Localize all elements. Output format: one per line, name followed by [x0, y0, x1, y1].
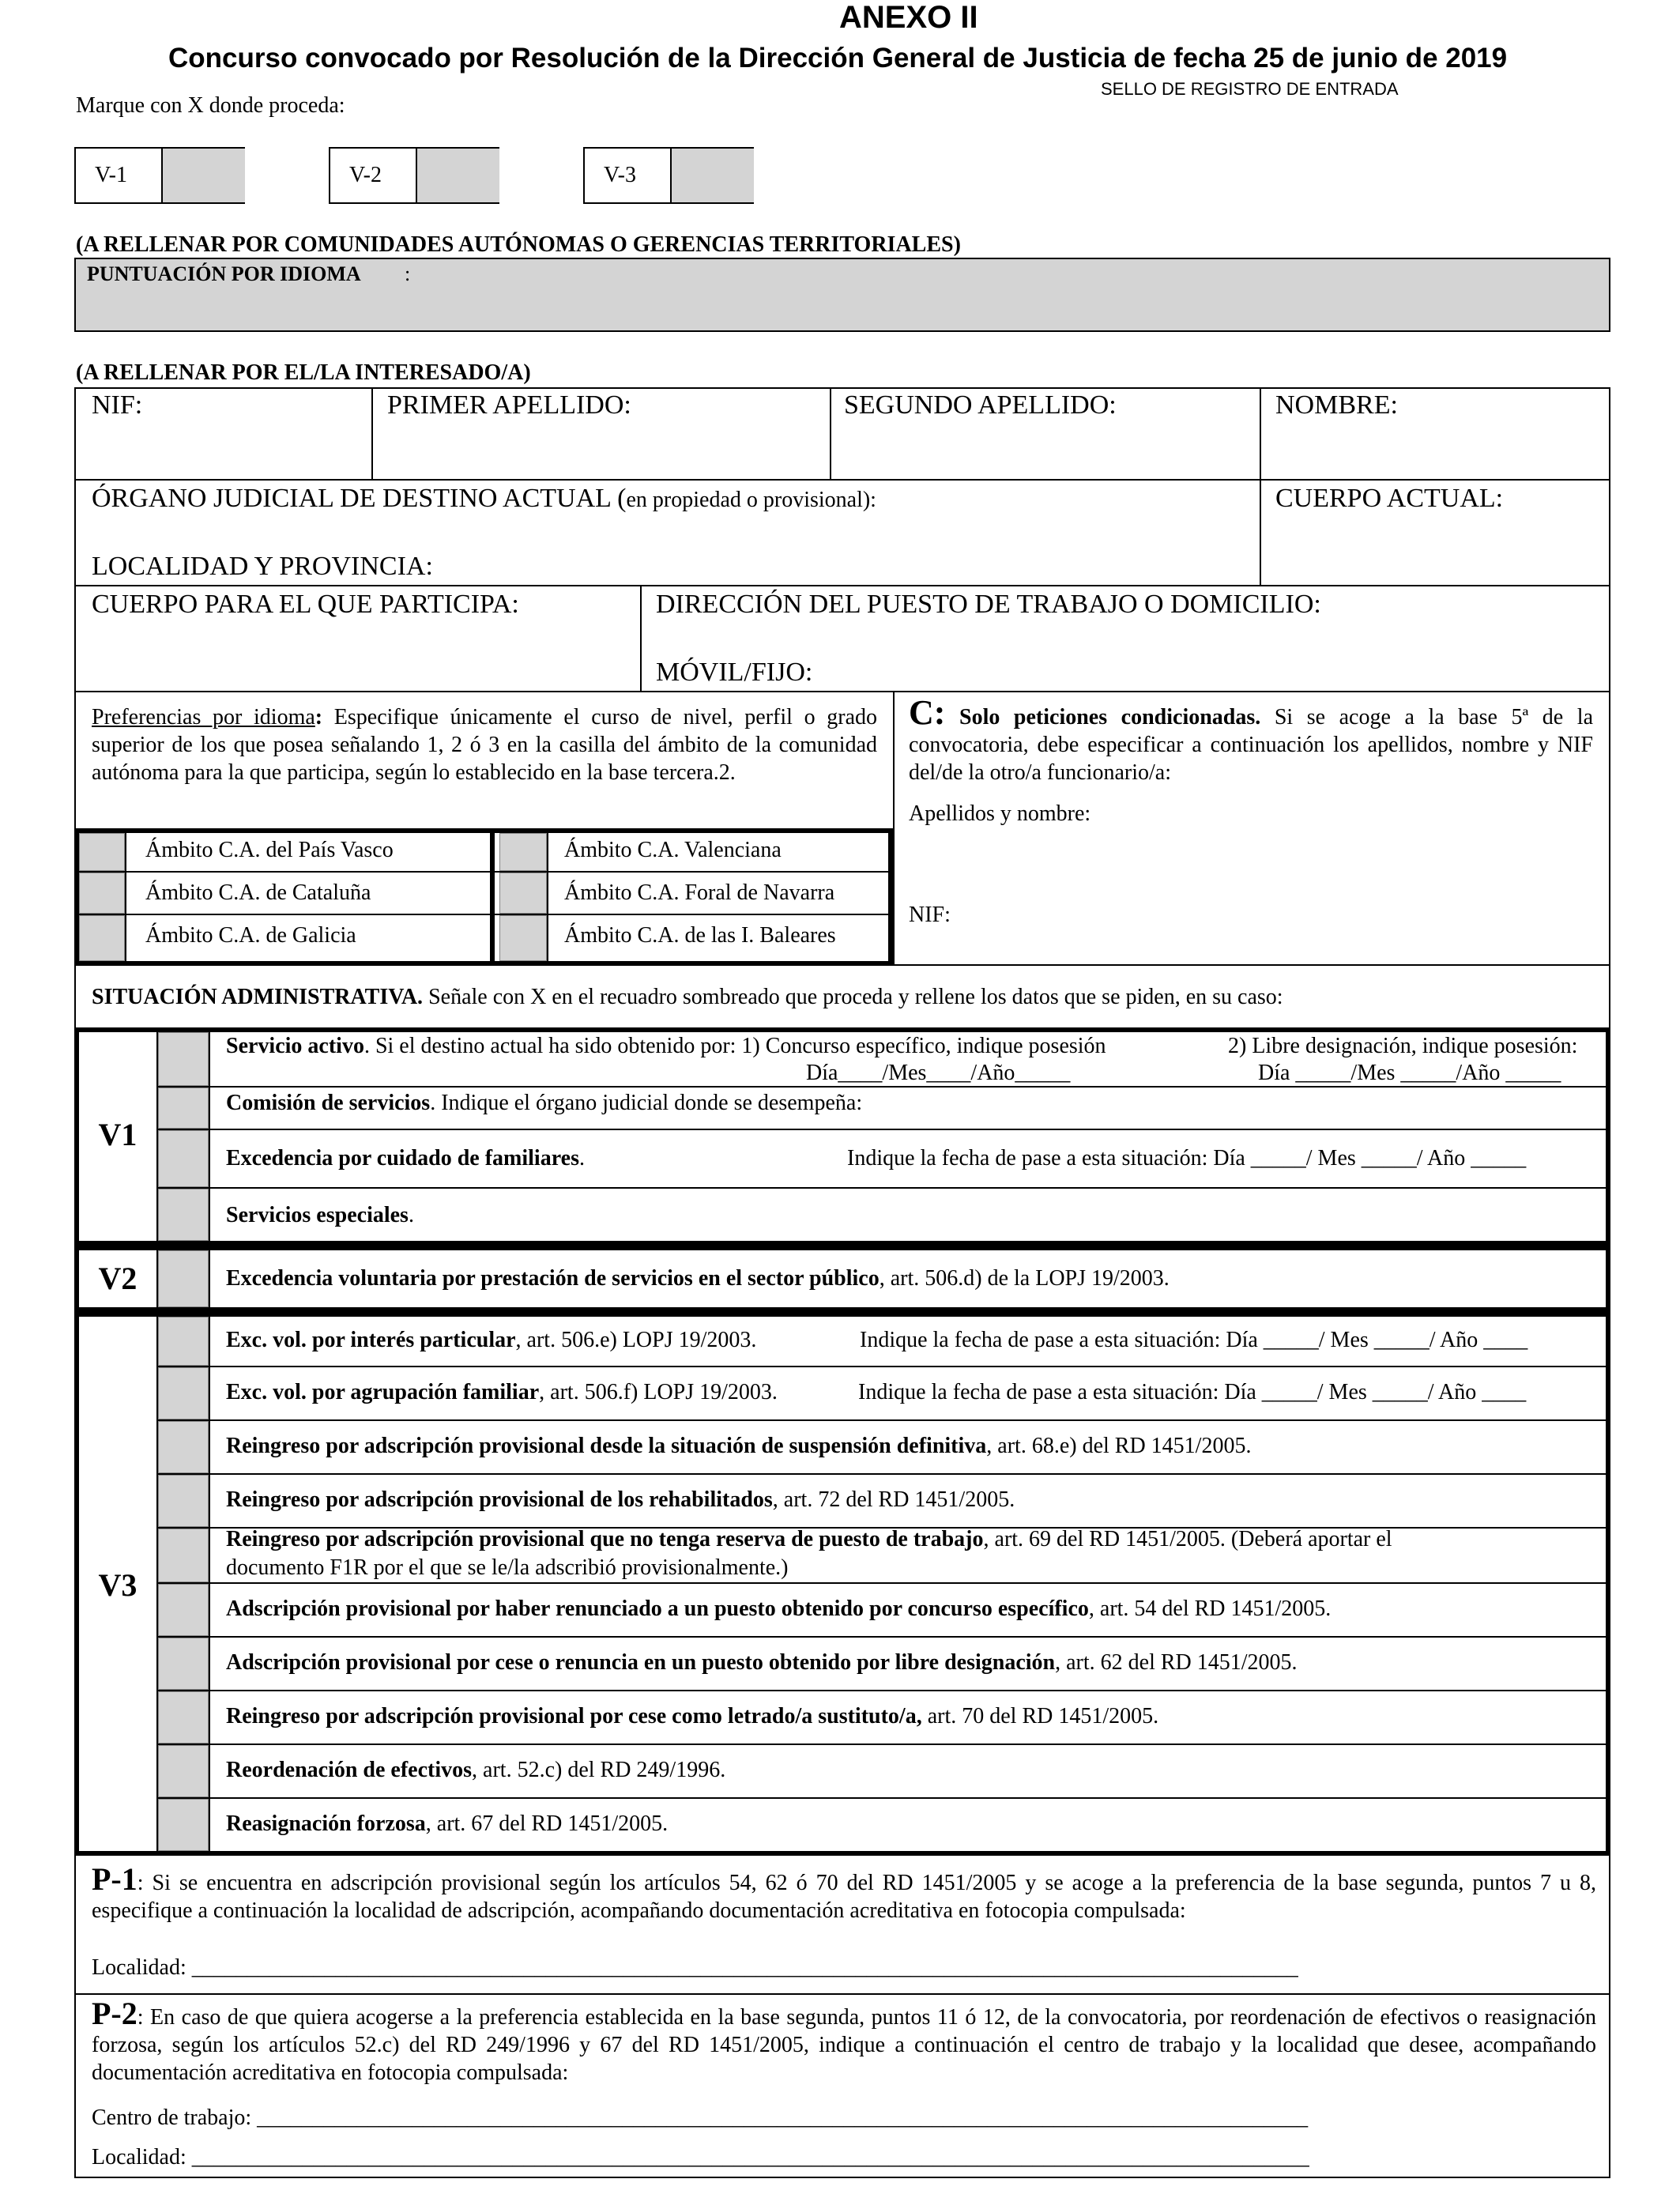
- family-care-date: Indique la fecha de pase a esta situación: Día _____/ Mes _____/ Año _____: [847, 1146, 1527, 1171]
- v3-row-1-text: Exc. vol. por interés particular, art. 506.e) LOPJ 19/2003.: [226, 1328, 757, 1352]
- language-score-field[interactable]: [74, 258, 1610, 332]
- language-prefs-text: Preferencias por idioma: Especifique únicamente el curso de nivel, perfil o grado superior de los que posea señalando 1, 2 ó 3 en la casilla del ámbito de la comunidad autónoma para la que participa, según lo establecido en la base tercera.2.: [92, 705, 878, 785]
- v3-checkbox-8[interactable]: [158, 1691, 209, 1744]
- p2-label: P-2: [92, 1996, 137, 2031]
- first-surname-input[interactable]: [373, 427, 828, 477]
- registry-stamp-label: SELLO DE REGISTRO DE ENTRADA: [1101, 79, 1399, 99]
- choice-v3: [583, 147, 754, 204]
- v3-checkbox-3[interactable]: [158, 1421, 209, 1473]
- galicia-label: Ámbito C.A. de Galicia: [145, 923, 356, 948]
- choice-v3-label: V-3: [604, 163, 636, 187]
- public-sector-leave-checkbox[interactable]: [158, 1250, 209, 1307]
- conditional-nif-label: NIF:: [909, 903, 951, 927]
- organ-label: ÓRGANO JUDICIAL DE DESTINO ACTUAL (en propiedad o provisional):: [92, 484, 876, 513]
- phone-label: MÓVIL/FIJO:: [656, 658, 813, 687]
- family-care-checkbox[interactable]: [158, 1130, 209, 1187]
- valencia-label: Ámbito C.A. Valenciana: [564, 838, 782, 862]
- annex-title: ANEXO II: [839, 0, 978, 35]
- first-surname-label: PRIMER APELLIDO:: [387, 390, 631, 420]
- v3-row-5-text-2: documento F1R por el que se le/la adscribió provisionalmente.): [226, 1555, 789, 1580]
- special-services-checkbox[interactable]: [158, 1189, 209, 1241]
- address-label: DIRECCIÓN DEL PUESTO DE TRABAJO O DOMICILIO:: [656, 590, 1321, 619]
- p1-label: P-1: [92, 1861, 137, 1897]
- p2-text: P-2: En caso de que quiera acogerse a la preferencia establecida en la base segunda, puntos 11 ó 12, de la convocatoria, por reordenación de efectivos o reasignación forzosa, según los artículos 52.c) del RD 249/1996 y 67 del RD 1451/2005, indique a continuación el centro de trabajo y la localidad que desee, acompañando documentación acreditativa en fotocopia compulsada:: [92, 1996, 1596, 2085]
- v3-row-10-text: Reasignación forzosa, art. 67 del RD 1451/2005.: [226, 1811, 669, 1836]
- v3-row-3-text: Reingreso por adscripción provisional desde la situación de suspensión definitiva, art. 68.e) del RD 1451/2005.: [226, 1434, 1252, 1458]
- v3-checkbox-9[interactable]: [158, 1745, 209, 1797]
- conditional-names-input[interactable]: [909, 831, 1593, 895]
- v3-row-4-text: Reingreso por adscripción provisional de los rehabilitados, art. 72 del RD 1451/2005.: [226, 1487, 1015, 1512]
- family-care-text: Excedencia por cuidado de familiares.: [226, 1146, 585, 1171]
- choice-v1-checkbox[interactable]: [161, 149, 245, 202]
- possession-date-1: Día____/Mes____/Año_____: [806, 1061, 1071, 1085]
- navarra-checkbox[interactable]: [499, 873, 547, 914]
- special-services-text: Servicios especiales.: [226, 1203, 414, 1227]
- body-applying-label: CUERPO PARA EL QUE PARTICIPA:: [92, 590, 519, 619]
- v3-checkbox-6[interactable]: [158, 1584, 209, 1636]
- v3-row-6-text: Adscripción provisional por haber renunciado a un puesto obtenido por concurso específico, art. 54 del RD 1451/2005.: [226, 1596, 1332, 1621]
- galicia-checkbox[interactable]: [79, 915, 125, 961]
- catalonia-label: Ámbito C.A. de Cataluña: [145, 880, 371, 905]
- current-body-label: CUERPO ACTUAL:: [1275, 484, 1504, 513]
- language-score-colon: :: [405, 262, 411, 285]
- v3-row-7-text: Adscripción provisional por cese o renuncia en un puesto obtenido por libre designación, art. 62 del RD 1451/2005.: [226, 1650, 1298, 1675]
- service-commission-checkbox[interactable]: [158, 1088, 209, 1129]
- v3-row-2-date: Indique la fecha de pase a esta situación: Día _____/ Mes _____/ Año ____: [858, 1380, 1527, 1404]
- mark-instruction: Marque con X donde proceda:: [76, 93, 345, 118]
- v3-checkbox-2[interactable]: [158, 1367, 209, 1419]
- v2-label: V2: [98, 1261, 137, 1296]
- baleares-label: Ámbito C.A. de las I. Baleares: [564, 923, 836, 948]
- baleares-checkbox[interactable]: [499, 915, 547, 961]
- v3-checkbox-10[interactable]: [158, 1799, 209, 1851]
- conditional-letter: C:: [909, 693, 946, 732]
- v3-row-8-text: Reingreso por adscripción provisional por cese como letrado/a sustituto/a, art. 70 del RD 1451/2005.: [226, 1704, 1159, 1728]
- v1-label: V1: [98, 1117, 137, 1152]
- second-surname-label: SEGUNDO APELLIDO:: [844, 390, 1117, 420]
- service-commission-text: Comisión de servicios. Indique el órgano judicial donde se desempeña:: [226, 1091, 863, 1115]
- active-service-checkbox[interactable]: [158, 1032, 209, 1086]
- v3-row-5-text: Reingreso por adscripción provisional que no tenga reserva de puesto de trabajo, art. 69 del RD 1451/2005. (Deberá aportar el: [226, 1527, 1392, 1551]
- choice-v1: [74, 147, 245, 204]
- choice-v1-label: V-1: [95, 163, 127, 187]
- v3-checkbox-5[interactable]: [158, 1529, 209, 1582]
- situation-text: SITUACIÓN ADMINISTRATIVA. Señale con X en el recuadro sombreado que proceda y rellene los datos que se piden, en su caso:: [92, 985, 1283, 1009]
- possession-date-2: Día _____/Mes _____/Año _____: [1258, 1061, 1561, 1085]
- valencia-checkbox[interactable]: [499, 833, 547, 871]
- name-label: NOMBRE:: [1275, 390, 1398, 420]
- p1-locality-field[interactable]: Localidad: ____________________________________________________________________________________________________: [92, 1955, 1298, 1980]
- language-prefs-label: Preferencias por idioma: [92, 705, 315, 729]
- choice-v2-label: V-2: [349, 163, 382, 187]
- v3-row-9-text: Reordenación de efectivos, art. 52.c) del RD 249/1996.: [226, 1758, 726, 1782]
- basque-label: Ámbito C.A. del País Vasco: [145, 838, 394, 862]
- v3-row-2-text: Exc. vol. por agrupación familiar, art. 506.f) LOPJ 19/2003.: [226, 1380, 778, 1404]
- free-designation-text: 2) Libre designación, indique posesión:: [1228, 1034, 1578, 1058]
- p2-locality-field[interactable]: Localidad: _____________________________________________________________________________________________________: [92, 2145, 1309, 2169]
- language-score-label: PUNTUACIÓN POR IDIOMA: [87, 262, 361, 285]
- public-sector-leave-text: Excedencia voluntaria por prestación de servicios en el sector público, art. 506.d) de la LOPJ 19/2003.: [226, 1266, 1170, 1291]
- choice-v2: [329, 147, 499, 204]
- p1-text: P-1: Si se encuentra en adscripción provisional según los artículos 54, 62 ó 70 del RD 1451/2005 y se acoge a la preferencia de la base segunda, puntos 7 u 8, especifique a continuación la localidad de adscripción, acompañando documentación acreditativa en fotocopia compulsada:: [92, 1861, 1596, 1923]
- catalonia-checkbox[interactable]: [79, 873, 125, 914]
- v3-label: V3: [98, 1567, 137, 1603]
- applicant-section-title: (A RELLENAR POR EL/LA INTERESADO/A): [76, 360, 531, 385]
- conditional-text: C: Solo peticiones condicionadas. Si se acoge a la base 5ª de la convocatoria, debe especificar a continuación los apellidos, nombre y NIF del/de la otro/a funcionario/a:: [909, 693, 1593, 785]
- navarra-label: Ámbito C.A. Foral de Navarra: [564, 880, 835, 905]
- conditional-names-label: Apellidos y nombre:: [909, 801, 1091, 826]
- choice-v3-checkbox[interactable]: [670, 149, 754, 202]
- choice-v2-checkbox[interactable]: [416, 149, 499, 202]
- locality-province-label: LOCALIDAD Y PROVINCIA:: [92, 552, 433, 581]
- v3-checkbox-7[interactable]: [158, 1638, 209, 1690]
- nif-label: NIF:: [92, 390, 143, 420]
- basque-checkbox[interactable]: [79, 833, 125, 871]
- admin-section-title: (A RELLENAR POR COMUNIDADES AUTÓNOMAS O GERENCIAS TERRITORIALES): [76, 232, 961, 257]
- p2-workplace-field[interactable]: Centro de trabajo: _______________________________________________________________________________________________: [92, 2105, 1309, 2130]
- v3-checkbox-4[interactable]: [158, 1475, 209, 1527]
- page-subtitle: Concurso convocado por Resolución de la Dirección General de Justicia de fecha 25 de junio de 2019: [168, 43, 1508, 74]
- active-service-text: Servicio activo. Si el destino actual ha sido obtenido por: 1) Concurso específico, indique posesión: [226, 1034, 1106, 1058]
- v3-checkbox-1[interactable]: [158, 1317, 209, 1366]
- v3-row-1-date: Indique la fecha de pase a esta situación: Día _____/ Mes _____/ Año ____: [860, 1328, 1528, 1352]
